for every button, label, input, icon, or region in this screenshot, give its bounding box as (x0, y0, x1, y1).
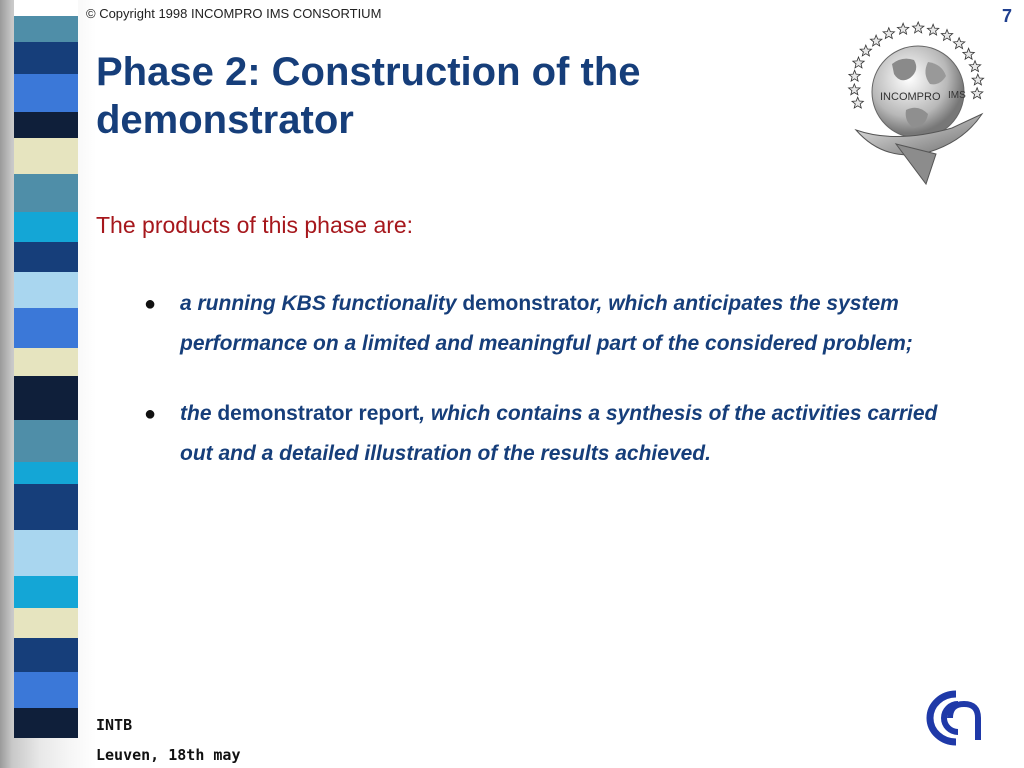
decorative-stripe (14, 672, 78, 708)
star-icon (860, 45, 871, 56)
decorative-stripe (14, 74, 78, 112)
cnr-logo (920, 688, 986, 746)
decorative-stripe (14, 484, 78, 530)
decorative-stripe (14, 308, 78, 348)
star-icon (913, 22, 924, 33)
star-icon (971, 88, 982, 99)
globe-label-right: IMS (948, 90, 966, 101)
decorative-stripe (14, 272, 78, 308)
slide-number: 7 (1001, 6, 1012, 26)
decorative-stripe (14, 638, 78, 672)
left-decorative-bar (0, 0, 96, 768)
star-icon (953, 38, 964, 49)
star-icon (897, 23, 908, 34)
decorative-stripe (14, 112, 78, 138)
decorative-stripe (14, 462, 78, 484)
decorative-stripe (14, 530, 78, 576)
copyright-text: © Copyright 1998 INCOMPRO IMS CONSORTIUM (86, 6, 382, 21)
decorative-stripe (14, 0, 78, 16)
decorative-stripe (14, 138, 78, 174)
decorative-stripe (14, 212, 78, 242)
bullet-icon: ● (144, 403, 157, 425)
decorative-stripe (14, 708, 78, 738)
bullet-emphasis: the (180, 402, 212, 425)
decorative-stripe (14, 576, 78, 608)
bullet-list (140, 284, 970, 504)
decorative-stripe (14, 376, 78, 420)
bullet-icon: ● (144, 293, 157, 315)
star-icon (870, 35, 882, 46)
title-line-1: Phase 2: Construction of the (96, 50, 641, 94)
star-icon (969, 61, 980, 72)
footer-organization: INTB (96, 716, 133, 734)
star-icon (849, 84, 860, 95)
decorative-stripe (14, 348, 78, 376)
decorative-stripe (14, 242, 78, 272)
decorative-stripe (14, 16, 78, 42)
footer-location-date: Leuven, 18th may (96, 746, 241, 764)
star-icon (853, 57, 864, 68)
bullet-description: r, which anticipates the system performance on a limited and meaningful part of the considered problem; (180, 292, 913, 355)
bullet-item (140, 284, 970, 364)
bullet-term: demonstrator report (211, 402, 420, 425)
star-icon (963, 48, 974, 59)
star-icon (927, 24, 938, 35)
bullet-term: demonstrato (456, 292, 590, 315)
slide-subtitle: The products of this phase are: (96, 212, 414, 238)
slide-title (96, 48, 796, 144)
star-icon (941, 30, 952, 41)
decorative-stripes (14, 0, 78, 768)
star-icon (883, 28, 894, 39)
decorative-stripe (14, 608, 78, 638)
decorative-stripe (14, 420, 78, 462)
bullet-item (140, 394, 970, 474)
globe-label-left: INCOMPRO (880, 91, 941, 103)
title-line-2: demonstrator (96, 98, 354, 142)
incompro-globe-logo (836, 14, 1002, 186)
star-icon (972, 74, 984, 85)
decorative-stripe (14, 174, 78, 212)
bullet-description: , which contains a synthesis of the activities carried out and a detailed illustration of the results achieved. (180, 402, 938, 465)
decorative-stripe (14, 42, 78, 74)
star-icon (849, 70, 860, 81)
star-icon (852, 97, 863, 108)
bullet-emphasis: a running KBS functionality (180, 292, 457, 315)
